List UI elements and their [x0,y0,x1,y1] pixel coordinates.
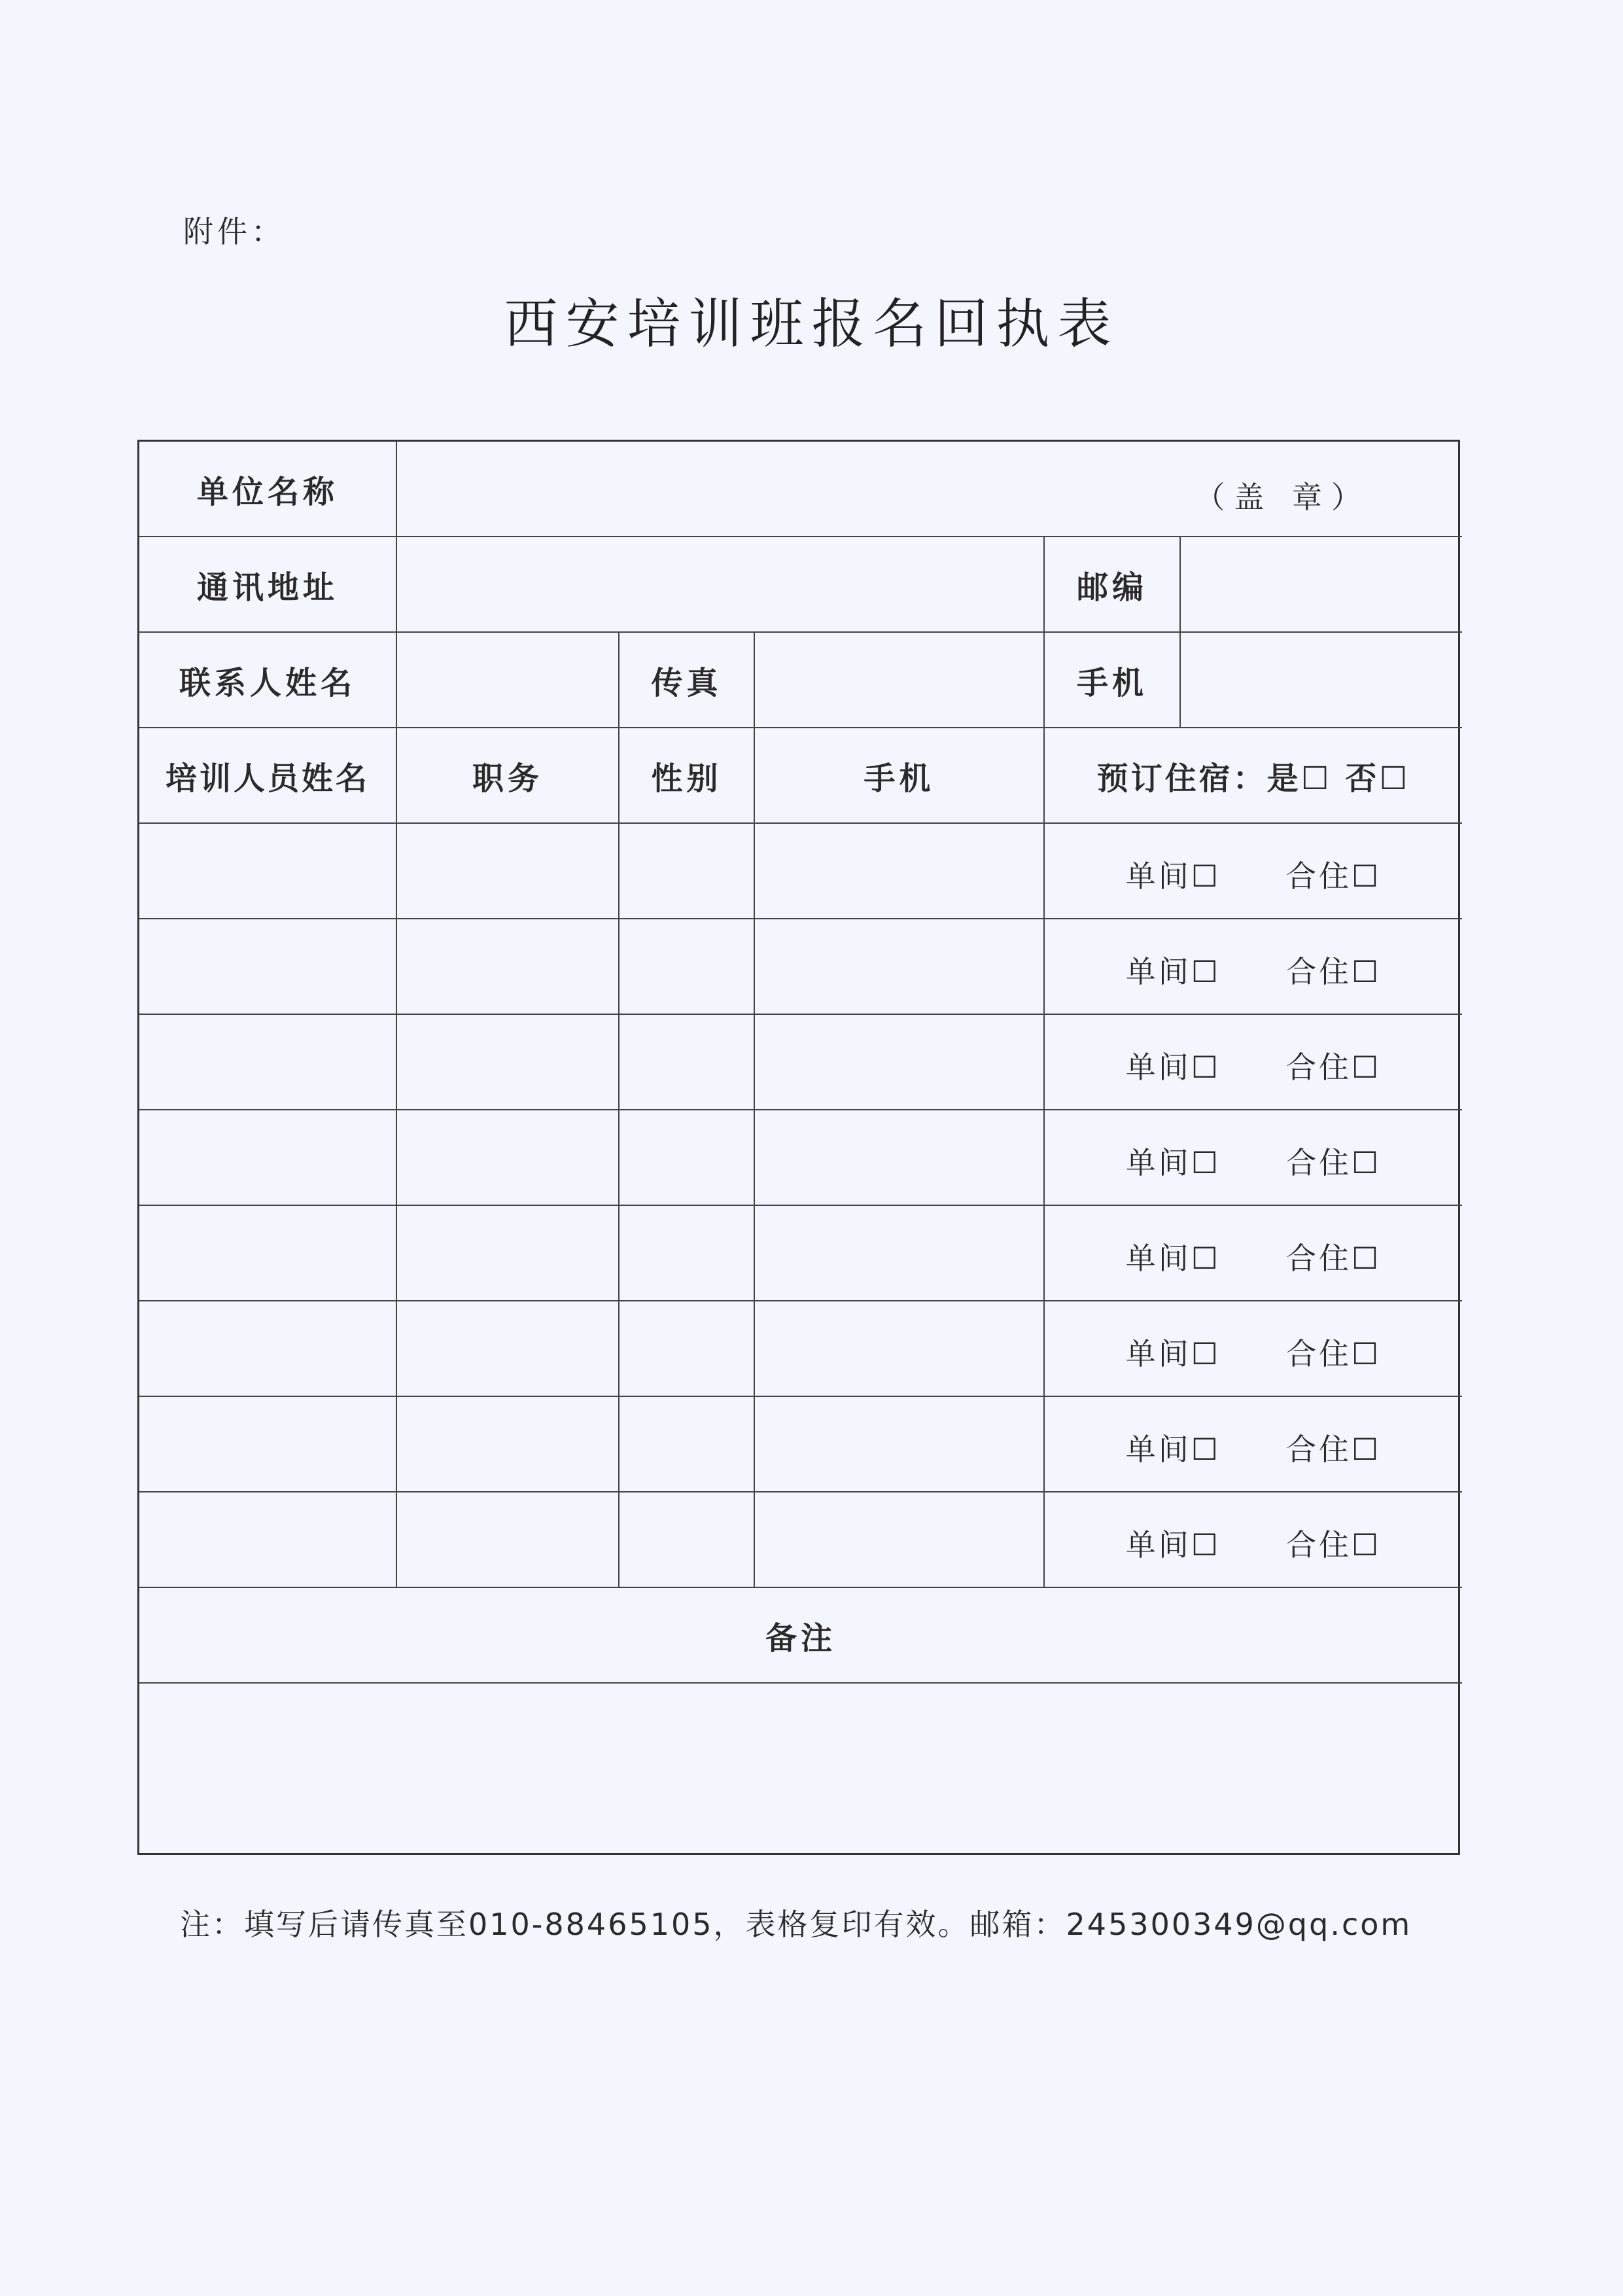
trainee-name-cell[interactable] [139,1110,397,1206]
trainee-name-cell[interactable] [139,824,397,919]
contact-mobile-label: 手机 [1045,633,1181,728]
trainee-name-cell[interactable] [139,1397,397,1492]
trainee-mobile-cell[interactable] [755,919,1045,1015]
trainee-gender-cell[interactable] [620,1110,755,1206]
contact-name-field[interactable] [397,633,620,728]
single-room-checkbox[interactable]: 单间☐ [1125,858,1221,894]
shared-room-checkbox[interactable]: 合住☐ [1286,1050,1382,1085]
single-room-checkbox[interactable]: 单间☐ [1125,1145,1221,1180]
shared-room-checkbox[interactable]: 合住☐ [1286,1145,1382,1180]
trainee-name-header: 培训人员姓名 [139,728,397,824]
room-choice-cell [1045,1397,1462,1492]
trainee-gender-cell[interactable] [620,1301,755,1397]
seal-label: （盖 章） [1195,480,1370,515]
trainee-gender-cell[interactable] [620,824,755,919]
trainee-position-cell[interactable] [397,1206,620,1301]
gender-header: 性别 [620,728,755,824]
trainee-mobile-cell[interactable] [755,1015,1045,1110]
page-title: 西安培训班报名回执表 [504,293,1119,355]
room-choice-cell [1045,1492,1462,1588]
shared-room-checkbox[interactable]: 合住☐ [1286,954,1382,989]
shared-room-checkbox[interactable]: 合住☐ [1286,1336,1382,1371]
room-choice-cell [1045,1301,1462,1397]
remarks-label: 备注 [139,1588,1462,1684]
position-header: 职务 [397,728,620,824]
trainee-name-cell[interactable] [139,1206,397,1301]
trainee-gender-cell[interactable] [620,1397,755,1492]
room-choice-cell [1045,1206,1462,1301]
trainee-position-cell[interactable] [397,1301,620,1397]
trainee-name-cell[interactable] [139,1301,397,1397]
trainee-name-cell[interactable] [139,919,397,1015]
trainee-mobile-cell[interactable] [755,1397,1045,1492]
fax-label: 传真 [620,633,755,728]
trainee-name-cell[interactable] [139,1015,397,1110]
lodging-header[interactable]: 预订住宿：是☐ 否☐ [1045,728,1462,824]
trainee-name-cell[interactable] [139,1492,397,1588]
trainee-position-cell[interactable] [397,824,620,919]
trainee-gender-cell[interactable] [620,919,755,1015]
footer-note: 注：填写后请传真至010-88465105，表格复印有效。邮箱：245300349@qq.com [180,1907,1412,1942]
single-room-checkbox[interactable]: 单间☐ [1125,954,1221,989]
room-choice-cell [1045,919,1462,1015]
contact-name-label: 联系人姓名 [139,633,397,728]
single-room-checkbox[interactable]: 单间☐ [1125,1432,1221,1467]
form-table [137,440,1460,1855]
remarks-field[interactable] [139,1684,1462,1843]
single-room-checkbox[interactable]: 单间☐ [1125,1050,1221,1085]
trainee-gender-cell[interactable] [620,1492,755,1588]
shared-room-checkbox[interactable]: 合住☐ [1286,858,1382,894]
shared-room-checkbox[interactable]: 合住☐ [1286,1527,1382,1563]
shared-room-checkbox[interactable]: 合住☐ [1286,1241,1382,1276]
address-label: 通讯地址 [139,537,397,633]
room-choice-cell [1045,1110,1462,1206]
trainee-position-cell[interactable] [397,919,620,1015]
trainee-mobile-cell[interactable] [755,1110,1045,1206]
trainee-gender-cell[interactable] [620,1015,755,1110]
single-room-checkbox[interactable]: 单间☐ [1125,1336,1221,1371]
single-room-checkbox[interactable]: 单间☐ [1125,1241,1221,1276]
shared-room-checkbox[interactable]: 合住☐ [1286,1432,1382,1467]
room-choice-cell [1045,824,1462,919]
attachment-label: 附件： [183,214,285,249]
trainee-position-cell[interactable] [397,1397,620,1492]
unit-name-label: 单位名称 [139,442,397,537]
postcode-label: 邮编 [1045,537,1181,633]
trainee-mobile-header: 手机 [755,728,1045,824]
trainee-position-cell[interactable] [397,1492,620,1588]
trainee-mobile-cell[interactable] [755,1301,1045,1397]
trainee-position-cell[interactable] [397,1015,620,1110]
trainee-position-cell[interactable] [397,1110,620,1206]
single-room-checkbox[interactable]: 单间☐ [1125,1527,1221,1563]
trainee-mobile-cell[interactable] [755,1206,1045,1301]
trainee-mobile-cell[interactable] [755,824,1045,919]
unit-name-field[interactable] [397,442,1462,537]
trainee-gender-cell[interactable] [620,1206,755,1301]
address-field[interactable] [397,537,1045,633]
room-choice-cell [1045,1015,1462,1110]
registration-form [137,440,1460,1855]
contact-mobile-field[interactable] [1181,633,1462,728]
fax-field[interactable] [755,633,1045,728]
postcode-field[interactable] [1181,537,1462,633]
trainee-mobile-cell[interactable] [755,1492,1045,1588]
